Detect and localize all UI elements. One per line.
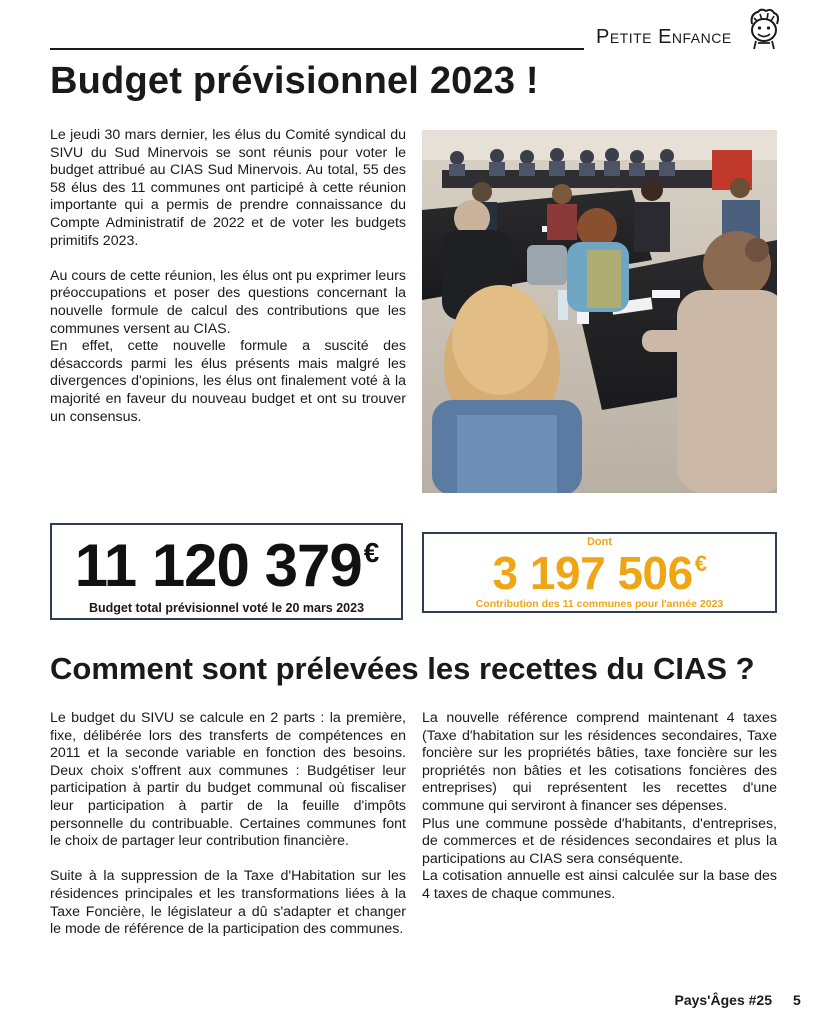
left-paragraph-2: Suite à la suppression de la Taxe d'Habitation sur les résidences principales et les transformations liées à la Taxe Foncière, le législateur a dû s'adapter et changer le mode de référence de la participation des communes.	[50, 868, 406, 938]
left-column	[50, 710, 406, 956]
contribution-prefix: Dont	[586, 536, 613, 548]
contribution-box	[422, 532, 777, 613]
contribution-value: 3 197 506	[492, 547, 693, 599]
right-column	[422, 710, 777, 904]
intro-paragraph-3: En effet, cette nouvelle formule a suscité des désaccords parmi les élus présents mais malgré les divergences d'opinions, les élus ont finalement voté à la majorité en faveur du nouveau budget et ont su trouver un consensus.	[50, 338, 406, 425]
left-paragraph-1: Le budget du SIVU se calcule en 2 parts : la première, fixe, délibérée lors des transferts de compétences en 2011 et la seconde variable en fonction des besoins. Deux choix s'offrent aux communes : Budgétiser leur participation à partir du budget communal où fiscaliser leur participation à partir de la feuille d'impôts personnelle du contribuable. Certaines communes font le choix de partager leur contribution financière.	[50, 710, 406, 850]
article-title: Budget prévisionnel 2023 !	[50, 60, 539, 102]
euro-sign: €	[694, 551, 707, 576]
right-paragraph-3: La cotisation annuelle est ainsi calculée sur la base des 4 taxes de chaque communes.	[422, 868, 777, 902]
contribution-value-line	[424, 546, 775, 600]
child-face-icon	[744, 8, 784, 50]
section-title: Comment sont prélevées les recettes du CIAS ?	[50, 651, 755, 686]
intro-paragraph-1: Le jeudi 30 mars dernier, les élus du Comité syndical du SIVU du Sud Minervois se sont réunis pour voter le budget attribué au CIAS Sud Minervois. Au total, 55 des 58 élus des 11 communes ont participé à cette réunion importante qui a permis de prendre connaissance du Compte Administratif de 2022 et de voter les budgets primitifs 2023.	[50, 127, 406, 249]
magazine-name: Pays'Âges #25	[674, 992, 772, 1008]
right-paragraph-2: Plus une commune possède d'habitants, d'entreprises, de commerces et de résidences secondaires et plus la participations au CIAS sera conséquente.	[422, 815, 777, 867]
right-paragraph-1: La nouvelle référence comprend maintenant 4 taxes (Taxe d'habitation sur les résidences secondaires, Taxe foncière sur les propriétés bâties, taxe foncière sur les propriétés non bâties et les cotisations foncières des entreprises) qui représentent les recettes d'une commune qui serviront à financer ses dépenses.	[422, 710, 777, 814]
contribution-caption: Contribution des 11 communes pour l'année 2023	[475, 598, 724, 610]
intro-paragraph-2: Au cours de cette réunion, les élus ont pu exprimer leurs préoccupations et poser des questions concernant la nouvelle formule de calcul des contributions que les communes versent au CIAS.	[50, 267, 406, 337]
page-number: 5	[793, 992, 801, 1008]
total-budget-value: 11 120 379	[74, 532, 362, 599]
section-label: Petite Enfance	[596, 26, 732, 48]
header-rule	[50, 48, 584, 50]
meeting-photo	[422, 130, 777, 493]
euro-sign: €	[363, 537, 379, 568]
total-budget-box	[50, 523, 403, 620]
intro-text	[50, 127, 406, 444]
total-budget-caption: Budget total prévisionnel voté le 20 mars 2023	[88, 601, 365, 615]
total-budget-value-line	[52, 531, 401, 600]
